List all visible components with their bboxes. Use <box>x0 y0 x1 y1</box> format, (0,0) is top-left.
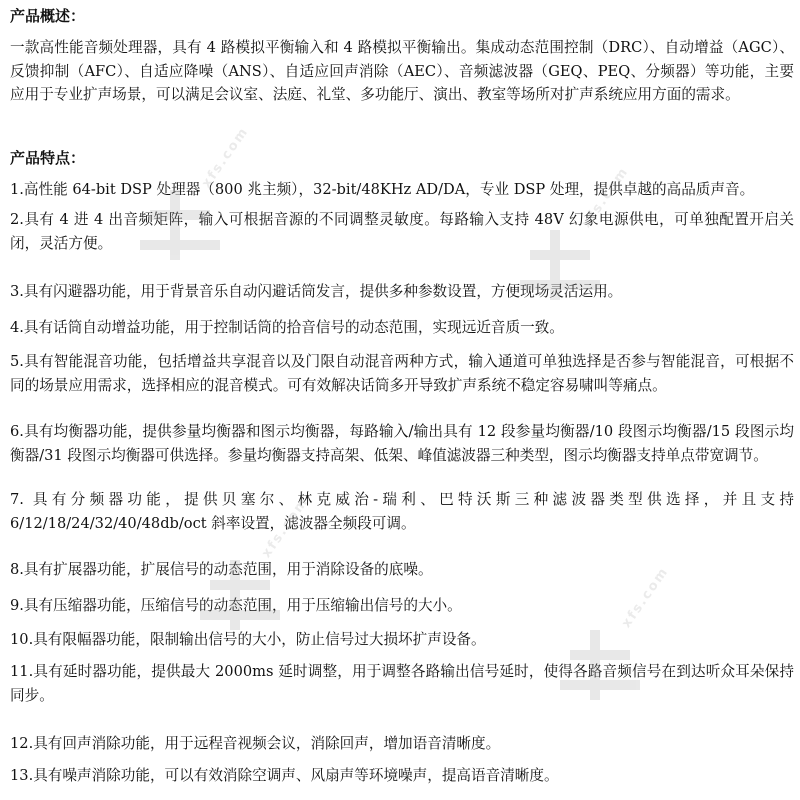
watermark-logo: xfs.com <box>180 520 290 640</box>
feature-item: 13.具有噪声消除功能，可以有效消除空调声、风扇声等环境噪声，提高语音清晰度。 <box>10 767 559 784</box>
feature-item: 3.具有闪避器功能，用于背景音乐自动闪避话筒发言，提供多种参数设置，方便现场灵活运用。 <box>10 283 623 300</box>
watermark-logo: xfs.com <box>500 190 610 310</box>
feature-item: 6.具有均衡器功能，提供参量均衡器和图示均衡器，每路输入/输出具有 12 段参量均衡器/10 段图示均衡器/15 段图示均衡器/31 段图示均衡器可供选择。参量均衡器支持高架、低架、峰值滤波器三种类型，图示均衡器支持单点带宽调节。 <box>10 423 794 464</box>
feature-item: 8.具有扩展器功能，扩展信号的动态范围，用于消除设备的底噪。 <box>10 561 433 578</box>
feature-item: 2.具有 4 进 4 出音频矩阵，输入可根据音源的不同调整灵敏度。每路输入支持 48V 幻象电源供电，可单独配置开启关闭，灵活方便。 <box>10 211 794 252</box>
watermark-logo: xfs.com <box>120 150 230 270</box>
watermark-logo: xfs.com <box>540 590 650 710</box>
feature-item: 12.具有回声消除功能，用于远程音视频会议，消除回声，增加语音清晰度。 <box>10 735 501 752</box>
feature-item: 9.具有压缩器功能，压缩信号的动态范围，用于压缩输出信号的大小。 <box>10 597 462 614</box>
feature-item: 5.具有智能混音功能，包括增益共享混音以及门限自动混音两种方式，输入通道可单独选择是否参与智能混音，可根据不同的场景应用需求，选择相应的混音模式。可有效解决话筒多开导致扩声系统不稳定容易啸叫等痛点。 <box>10 353 794 394</box>
features-heading: 产品特点： <box>10 149 86 167</box>
feature-item: 10.具有限幅器功能，限制输出信号的大小，防止信号过大损坏扩声设备。 <box>10 631 486 648</box>
feature-item: 4.具有话筒自动增益功能，用于控制话筒的拾音信号的动态范围，实现远近音质一致。 <box>10 319 564 336</box>
feature-item: 1.高性能 64-bit DSP 处理器（800 兆主频），32-bit/48KHz AD/DA，专业 DSP 处理，提供卓越的高品质声音。 <box>10 181 755 198</box>
feature-item: 7. 具有分频器功能，提供贝塞尔、林克威治-瑞利、巴特沃斯三种滤波器类型供选择，并且支持 6/12/18/24/32/40/48db/oct 斜率设置，滤波器全频段可调。 <box>10 491 794 532</box>
feature-item: 11.具有延时器功能，提供最大 2000ms 延时调整，用于调整各路输出信号延时，使得各路音频信号在到达听众耳朵保持同步。 <box>10 663 794 704</box>
overview-paragraph: 一款高性能音频处理器，具有 4 路模拟平衡输入和 4 路模拟平衡输出。集成动态范围控制（DRC）、自动增益（AGC）、反馈抑制（AFC）、自适应降噪（ANS）、自适应回声消除（AEC）、音频滤波器（GEQ、PEQ、分频器）等功能，主要应用于专业扩声场景，可以满足会议室、法庭、礼堂、多功能厅、演出、教室等场所对扩声系统应用方面的需求。 <box>10 39 794 103</box>
overview-heading: 产品概述： <box>10 7 86 25</box>
